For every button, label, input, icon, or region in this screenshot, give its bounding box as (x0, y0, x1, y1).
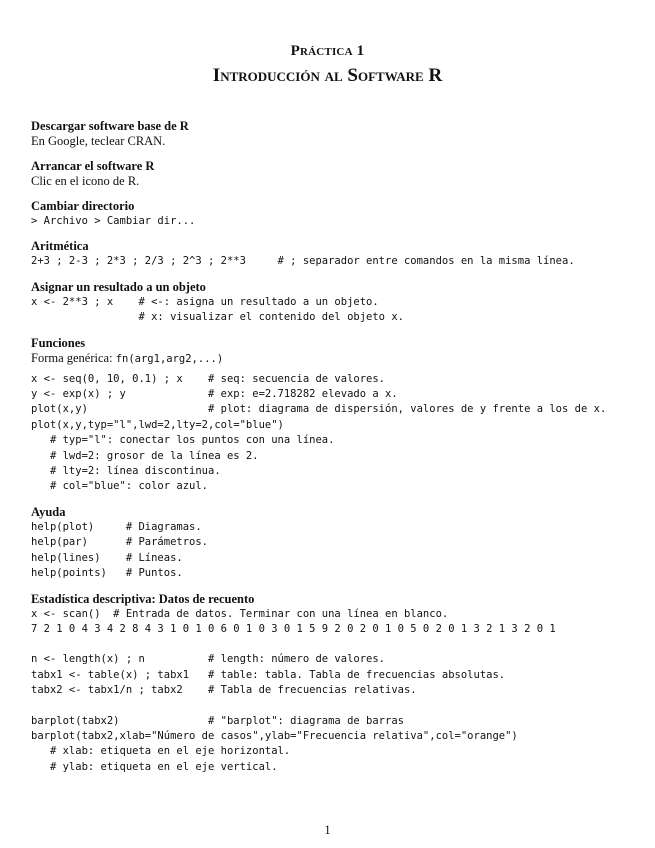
section-heading: Descargar software base de R (31, 119, 189, 133)
section-heading: Aritmética (31, 239, 89, 254)
code-block-tables: n <- length(x) ; n # length: número de valores. tabx1 <- table(x) ; tabx1 # table: tabla. Tabla de frecuencias absolutas. tabx2 <- tabx1/n ; tabx2 # Tabla de frecuencias relativas. (31, 653, 506, 697)
section-help (31, 505, 641, 582)
section-functions (31, 336, 641, 495)
section-descriptive-stats (31, 592, 641, 776)
document-body (31, 119, 641, 775)
code-block: > Archivo > Cambiar dir... (31, 215, 196, 227)
generic-form-label: Forma genérica: (31, 350, 116, 365)
title-block (0, 43, 655, 88)
section-heading: Funciones (31, 335, 86, 350)
section-arithmetic (31, 239, 641, 269)
section-heading: Asignar un resultado a un objeto (31, 279, 206, 294)
code-block-barplot: barplot(tabx2) # "barplot": diagrama de barras barplot(tabx2,xlab="Número de casos",ylab="Frecuencia relativa",col="orange") # xlab: etiqueta en el eje horizontal. # ylab: etiqueta en el eje vertical. (31, 714, 518, 773)
section-chdir (31, 199, 641, 229)
section-text (31, 351, 641, 367)
section-text: En Google, teclear CRAN. (31, 134, 166, 148)
section-heading: Ayuda (31, 504, 66, 519)
section-heading: Cambiar directorio (31, 199, 135, 213)
section-text: Clic en el icono de R. (31, 174, 140, 188)
code-block: help(plot) # Diagramas. help(par) # Parámetros. help(lines) # Líneas. help(points) # Puntos. (31, 520, 209, 580)
practice-title: Práctica 1 (290, 43, 365, 59)
section-heading: Estadística descriptiva: Datos de recuento (31, 591, 255, 606)
section-heading: Arrancar el software R (31, 159, 155, 173)
document-title: Introducción al Software R (212, 65, 443, 86)
code-block-input: x <- scan() # Entrada de datos. Terminar con una línea en blanco. 7 2 1 0 4 3 4 2 8 4 3 1 0 1 0 6 0 1 0 3 0 1 5 9 2 0 2 0 1 0 5 0 2 0 1 3 2 1 3 2 0 1 (31, 607, 556, 635)
generic-form-code: fn(arg1,arg2,...) (115, 352, 224, 365)
code-block: 2+3 ; 2-3 ; 2*3 ; 2/3 ; 2^3 ; 2**3 # ; separador entre comandos en la misma línea. (31, 255, 575, 268)
section-assign (31, 280, 641, 326)
code-block: x <- seq(0, 10, 0.1) ; x # seq: secuencia de valores. y <- exp(x) ; y # exp: e=2.718282 elevado a x. plot(x,y) # plot: diagrama de dispersión, valores de y frente a los de x. plot(x,y,typ="l",lwd=2,lty=2,col="blue") # typ="l": conectar los puntos con una línea. # lwd=2: grosor de la línea es 2. # lty=2: línea discontinua. # col="blue": color azul. (31, 372, 607, 493)
section-start (31, 159, 641, 189)
code-block: x <- 2**3 ; x # <-: asigna un resultado a un objeto. # x: visualizar el contenido del objeto x. (31, 295, 404, 324)
page-number: 1 (324, 823, 331, 837)
section-download (31, 119, 641, 149)
